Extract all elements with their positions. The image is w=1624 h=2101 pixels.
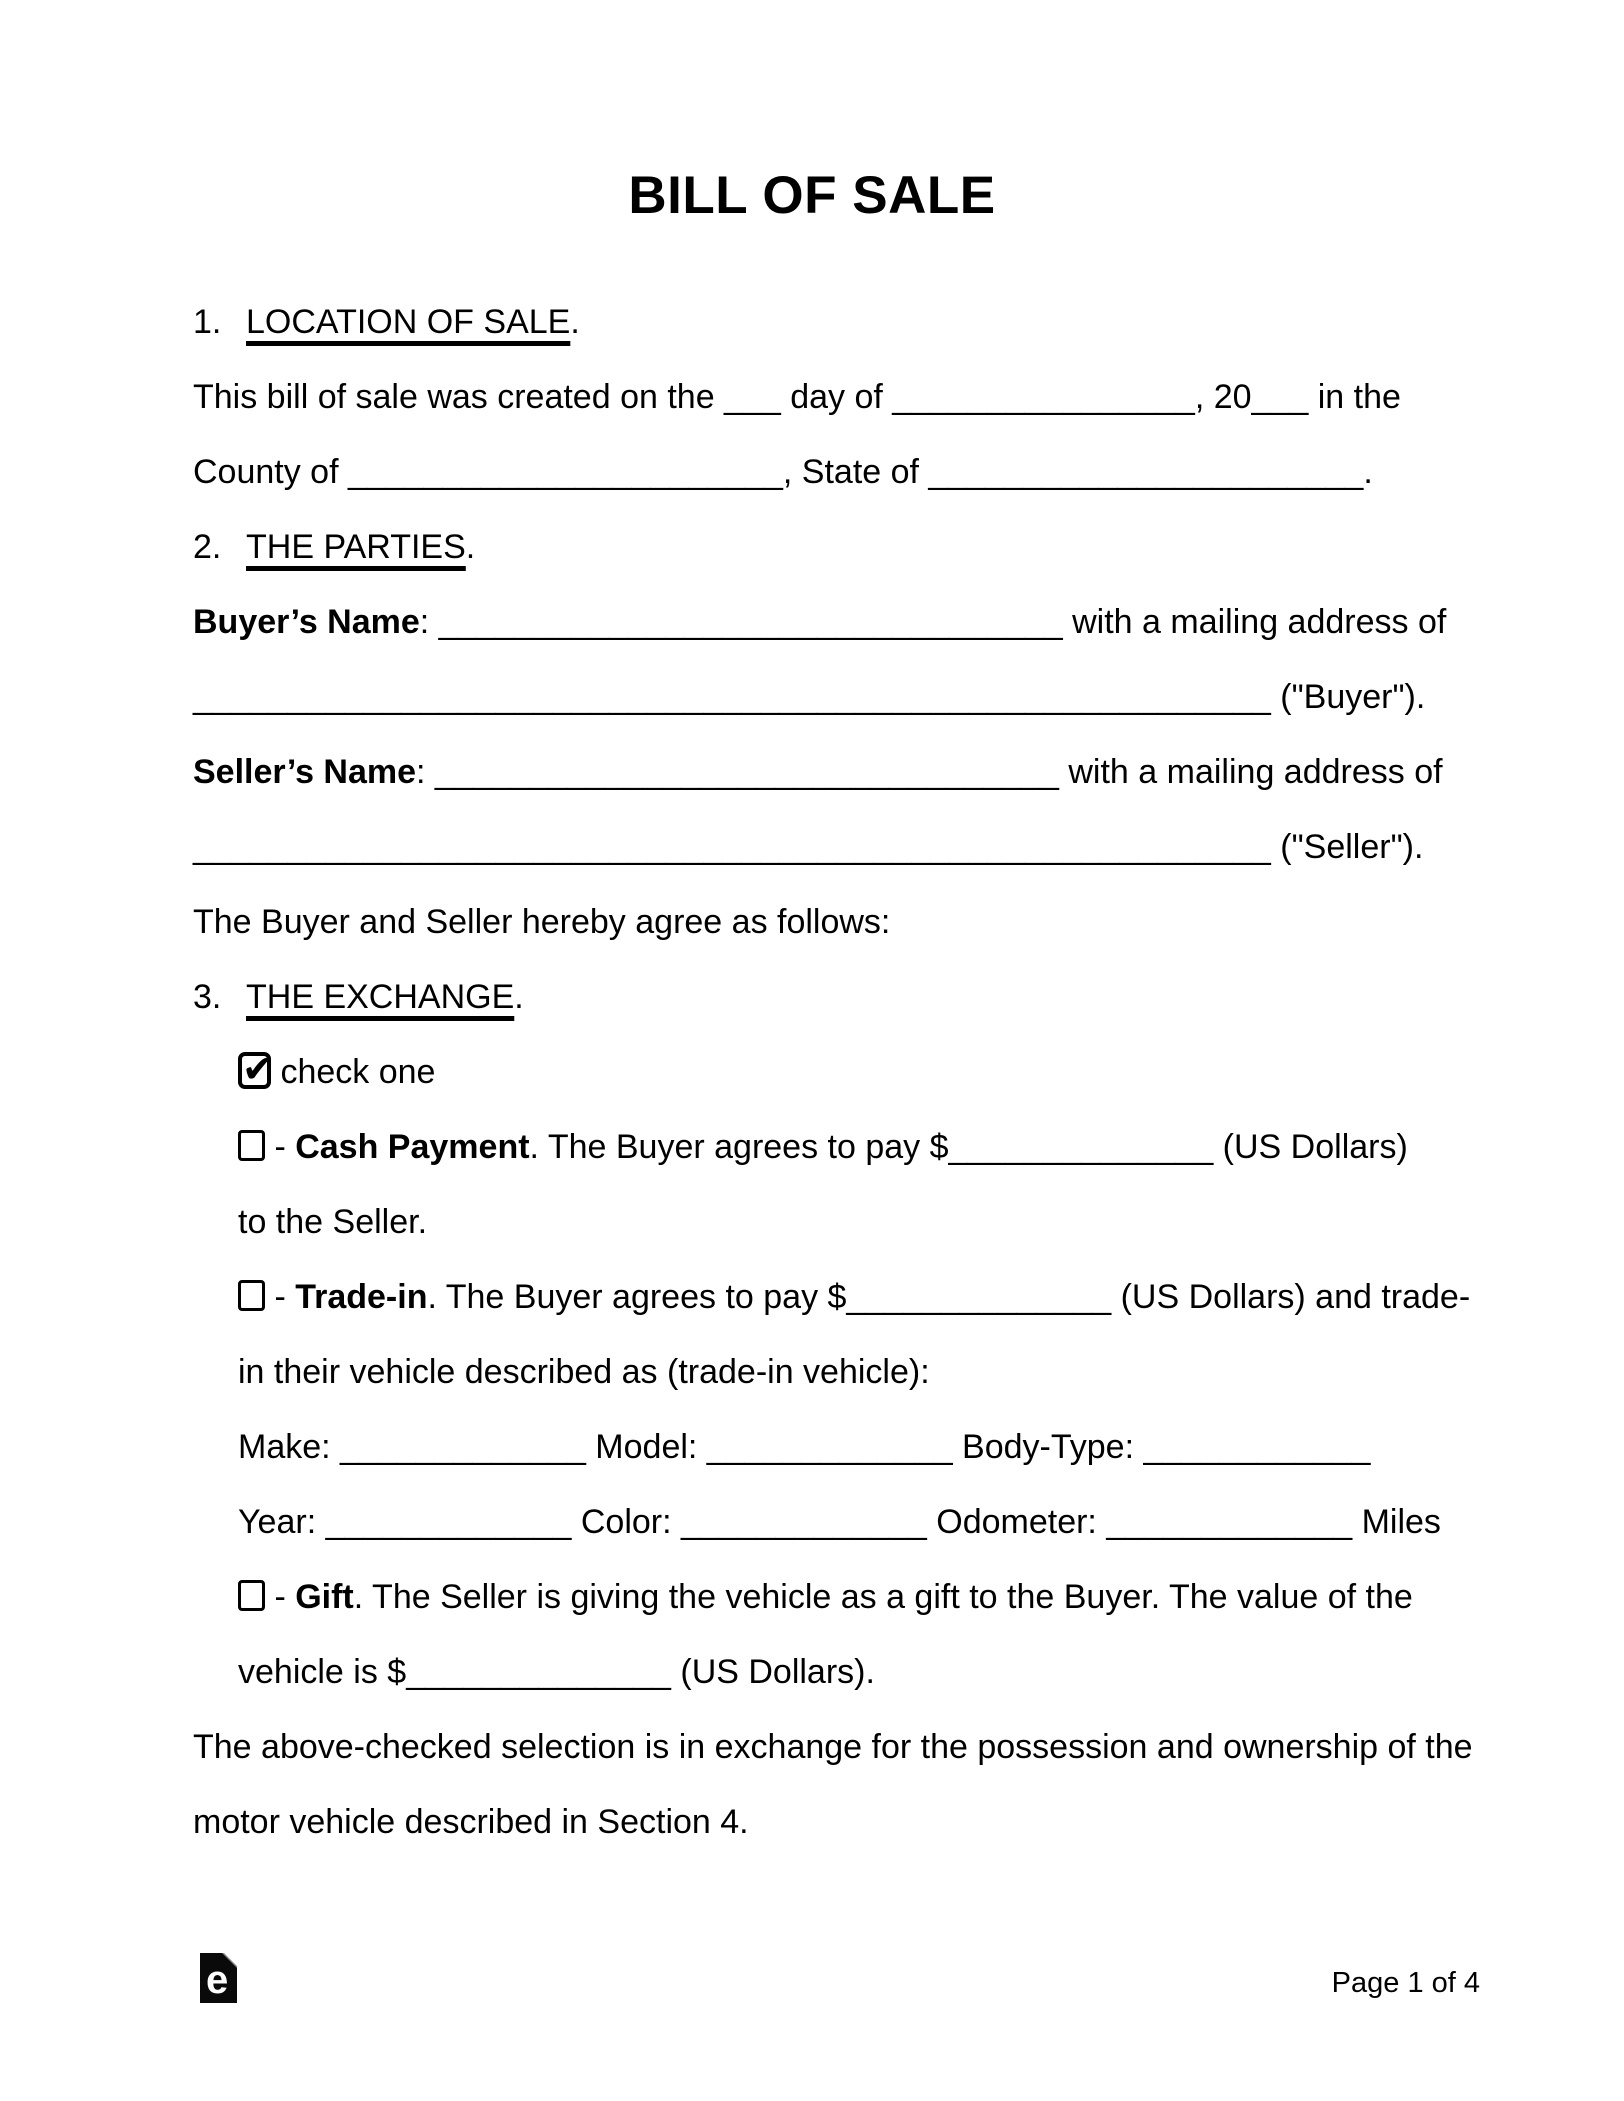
text-run: _________________________________________________________ ("Buyer").: [193, 678, 1426, 716]
section-heading: THE EXCHANGE: [246, 978, 515, 1016]
text-run: motor vehicle described in Section 4.: [193, 1803, 749, 1841]
section-number: 3.: [193, 978, 222, 1016]
form-line: [193, 1560, 1458, 1635]
text-run: Buyer’s Name: [193, 603, 420, 641]
logo-letter: e: [206, 1958, 229, 2002]
section-number: 2.: [193, 528, 222, 566]
form-line: [193, 1260, 1471, 1335]
form-line: [193, 1410, 1458, 1485]
text-run: Gift: [295, 1578, 354, 1616]
form-line: [193, 1185, 1458, 1260]
text-run: in their vehicle described as (trade-in vehicle):: [238, 1353, 930, 1391]
text-run: . The Buyer agrees to pay $______________ (US Dollars) and trade-: [427, 1278, 1471, 1316]
text-run: -: [265, 1278, 296, 1316]
checkbox-trade-in[interactable]: [238, 1280, 265, 1311]
form-line: [193, 1710, 1473, 1785]
text-run: . The Buyer agrees to pay $______________ (US Dollars): [529, 1128, 1408, 1166]
form-line: [193, 1335, 1458, 1410]
text-run: Cash Payment: [295, 1128, 530, 1166]
text-run: .: [570, 303, 580, 341]
form-line: [193, 810, 1458, 885]
text-run: Make: _____________ Model: _____________ Body-Type: ____________: [238, 1428, 1371, 1466]
form-line: [193, 585, 1458, 660]
text-run: The Buyer and Seller hereby agree as follows:: [193, 903, 891, 941]
form-line: [193, 1110, 1458, 1185]
text-run: .: [465, 528, 476, 566]
form-line: [193, 885, 1458, 960]
checkmark-icon: ✔: [242, 1047, 274, 1091]
form-line: [193, 1035, 1458, 1110]
section-number: 1.: [193, 303, 222, 341]
page-title: BILL OF SALE: [628, 166, 996, 225]
text-run: : _________________________________ with a mailing address of: [416, 753, 1443, 791]
text-run: : _________________________________ with a mailing address of: [419, 603, 1447, 641]
text-run: Year: _____________ Color: _____________ Odometer: _____________ Miles: [238, 1503, 1441, 1541]
checkbox-gift[interactable]: [238, 1580, 265, 1611]
text-run: vehicle is $______________ (US Dollars).: [238, 1653, 875, 1691]
form-line: [193, 510, 1458, 585]
text-run: check one: [271, 1053, 436, 1091]
text-run: -: [265, 1128, 296, 1166]
text-run: -: [265, 1578, 296, 1616]
text-run: The above-checked selection is in exchange for the possession and ownership of the: [193, 1728, 1473, 1766]
form-line: [193, 1485, 1458, 1560]
form-line: [193, 735, 1458, 810]
form-line: [193, 660, 1458, 735]
section-heading: THE PARTIES: [246, 528, 466, 566]
form-line: [193, 960, 1458, 1035]
checkbox-cash-payment[interactable]: [238, 1130, 265, 1161]
form-line: [193, 360, 1458, 435]
text-run: to the Seller.: [238, 1203, 428, 1241]
text-run: Trade-in: [295, 1278, 428, 1316]
document-lines: [193, 285, 1473, 1860]
text-run: County of _______________________, State of _______________________.: [193, 453, 1373, 491]
text-run: . The Seller is giving the vehicle as a gift to the Buyer. The value of the: [353, 1578, 1413, 1616]
text-run: Seller’s Name: [193, 753, 417, 791]
checkbox-check-one[interactable]: [238, 1047, 274, 1091]
form-line: [193, 1635, 1458, 1710]
page-number-label: Page 1 of 4: [1331, 1967, 1480, 1999]
text-run: _________________________________________________________ ("Seller").: [193, 828, 1424, 866]
form-line: [193, 285, 1458, 360]
text-run: .: [514, 978, 524, 1016]
form-line: [193, 1785, 1458, 1860]
text-run: This bill of sale was created on the ___ day of ________________, 20___ in the: [193, 378, 1401, 416]
form-line: [193, 435, 1458, 510]
eforms-logo-icon: [200, 1953, 237, 2003]
section-heading: LOCATION OF SALE: [246, 303, 571, 341]
